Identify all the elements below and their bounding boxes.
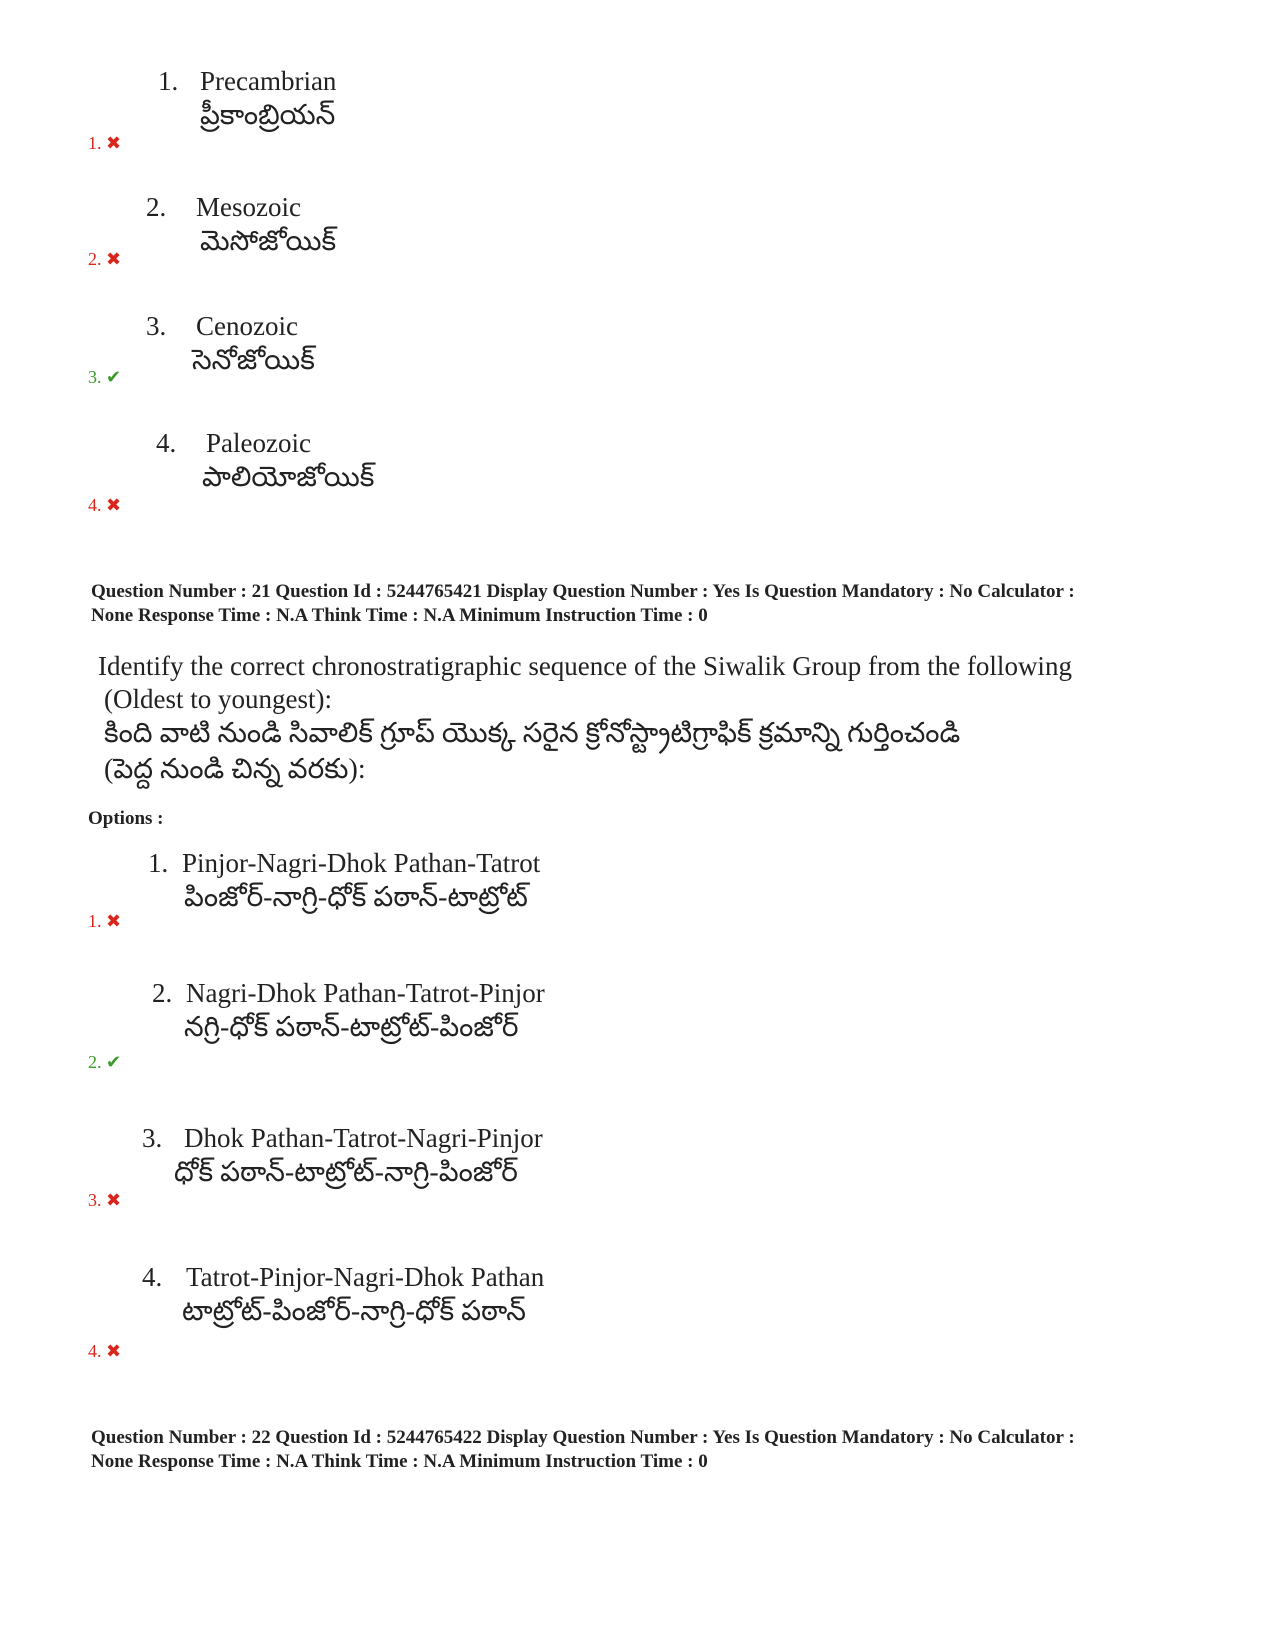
option-text-en: Mesozoic (196, 192, 301, 222)
option-text-en: Cenozoic (196, 311, 298, 341)
option-mark: 3. ✖ (88, 1190, 122, 1210)
option-number: 4. (142, 1262, 163, 1292)
option-mark: 4. ✖ (88, 1341, 122, 1361)
check-icon: ✔ (106, 367, 122, 387)
option-number: 3. (142, 1123, 163, 1153)
option-text-en: Tatrot-Pinjor-Nagri-Dhok Pathan (186, 1262, 545, 1292)
meta-line: None Response Time : N.A Think Time : N.A Minimum Instruction Time : 0 (91, 605, 708, 626)
q22-meta (91, 1426, 1211, 1474)
q21-meta (91, 580, 1211, 628)
cross-icon: ✖ (106, 495, 122, 515)
cross-icon: ✖ (106, 911, 122, 931)
check-icon: ✔ (106, 1052, 122, 1072)
option-number: 3. (146, 311, 167, 341)
option-mark: 4. ✖ (88, 495, 122, 515)
cross-icon: ✖ (106, 1190, 122, 1210)
option-mark: 1. ✖ (88, 911, 122, 931)
option-number: 2. (152, 978, 173, 1008)
question-te-line: కింది వాటి నుండి సివాలిక్ గ్రూప్ యొక్క సరైన క్రోనోస్ట్రాటిగ్రాఫిక్ క్రమాన్ని గుర్తించండి (104, 718, 961, 749)
option-number: 2. (146, 192, 167, 222)
meta-line: Question Number : 21 Question Id : 5244765421 Display Question Number : Yes Is Question Mandatory : No Calculator : (91, 581, 1075, 602)
option-mark: 2. ✖ (88, 249, 122, 269)
option-text-en: Pinjor-Nagri-Dhok Pathan-Tatrot (182, 848, 541, 878)
option-text-te: పింజోర్-నాగ్రి-ధోక్ పఠాన్-టాట్రోట్ (184, 882, 528, 913)
option-text-te: ధోక్ పఠాన్-టాట్రోట్-నాగ్రి-పింజోర్ (174, 1157, 518, 1188)
option-text-te: సెనోజోయిక్ (192, 345, 315, 376)
cross-icon: ✖ (106, 1341, 122, 1361)
question-en-line: (Oldest to youngest): (104, 684, 332, 714)
cross-icon: ✖ (106, 249, 122, 269)
option-number: 1. (148, 848, 169, 878)
meta-line: None Response Time : N.A Think Time : N.A Minimum Instruction Time : 0 (91, 1451, 708, 1472)
option-number: 4. (156, 428, 177, 458)
option-mark: 3. ✔ (88, 367, 122, 387)
option-text-te: పాలియోజోయిక్ (202, 462, 375, 493)
option-text-en: Paleozoic (206, 428, 311, 458)
option-text-te: ప్రీకాంబ్రియన్ (200, 100, 336, 131)
meta-line: Question Number : 22 Question Id : 5244765422 Display Question Number : Yes Is Question Mandatory : No Calculator : (91, 1427, 1075, 1448)
question-te-line: (పెద్ద నుండి చిన్న వరకు): (104, 754, 366, 785)
options-label: Options : (88, 808, 164, 829)
q21-question-text (98, 650, 1218, 788)
option-text-en: Precambrian (200, 66, 337, 96)
option-text-te: మెసోజోయిక్ (200, 226, 337, 257)
option-number: 1. (158, 66, 179, 96)
question-en-line: Identify the correct chronostratigraphic sequence of the Siwalik Group from the following (98, 651, 1072, 681)
cross-icon: ✖ (106, 133, 122, 153)
option-text-te: నగ్రి-ధోక్ పఠాన్-టాట్రోట్-పింజోర్ (184, 1012, 519, 1043)
option-mark: 1. ✖ (88, 133, 122, 153)
option-mark: 2. ✔ (88, 1052, 122, 1072)
option-text-en: Nagri-Dhok Pathan-Tatrot-Pinjor (186, 978, 545, 1008)
option-text-te: టాట్రోట్-పింజోర్-నాగ్రి-ధోక్ పఠాన్ (182, 1296, 526, 1327)
option-text-en: Dhok Pathan-Tatrot-Nagri-Pinjor (184, 1123, 543, 1153)
